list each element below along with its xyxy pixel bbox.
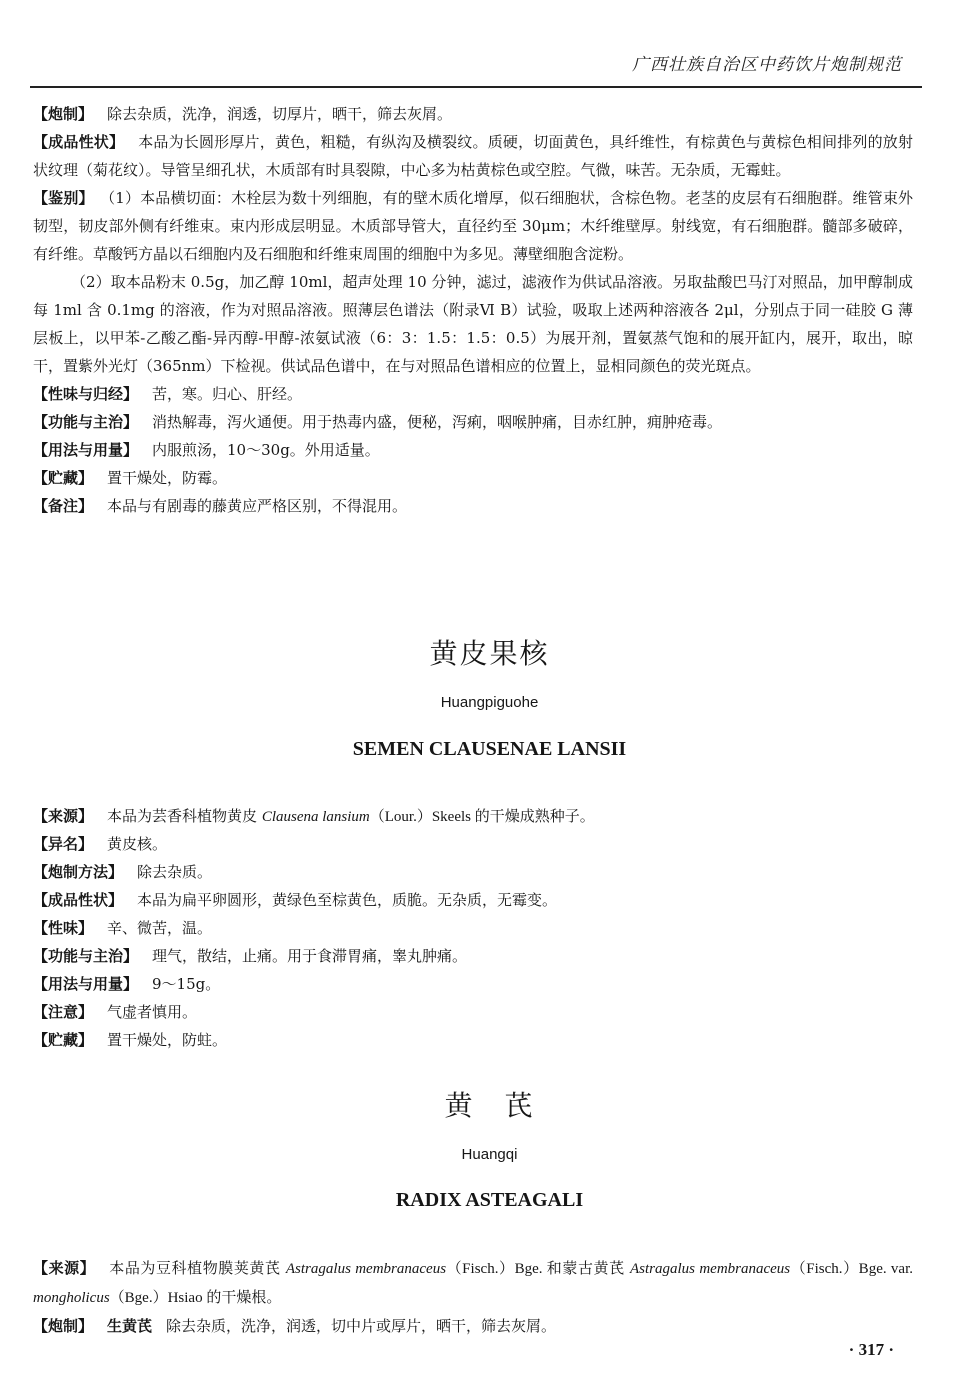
prev-paozhi — [33, 100, 913, 128]
section-text: 本品为豆科植物膜荚黄芪 — [109, 1259, 281, 1277]
entry-hpgh-section — [33, 802, 913, 1054]
variety-name: mongholicus — [33, 1290, 110, 1306]
hpgh-paozhi — [33, 858, 913, 886]
prev-zhucang — [33, 464, 913, 492]
section-label: 【贮藏】 — [33, 1031, 94, 1049]
section-text: 本品与有剧毒的藤黄应严格区别，不得混用。 — [107, 497, 408, 515]
section-label: 【性味与归经】 — [33, 385, 139, 403]
prev-gongneng — [33, 408, 913, 436]
section-text: 除去杂质，洗净，润透，切中片或厚片，晒干，筛去灰屑。 — [166, 1317, 557, 1335]
section-label: 【来源】 — [33, 807, 94, 825]
page-number: · 317 · — [848, 1340, 894, 1359]
section-text: 置干燥处，防霉。 — [107, 469, 228, 487]
hpgh-xingwei — [33, 914, 913, 942]
section-label: 【性味】 — [33, 919, 94, 937]
species-name: Astragalus membranaceus — [630, 1261, 791, 1277]
hpgh-zhuyi — [33, 998, 913, 1026]
section-text: 置干燥处，防蛀。 — [107, 1031, 228, 1049]
section-label: 【成品性状】 — [33, 133, 125, 151]
entry-title-hq: 黄 芪 — [444, 1089, 535, 1122]
section-label: 【来源】 — [33, 1259, 96, 1277]
section-text: 除去杂质，洗净，润透，切厚片，晒干，筛去灰屑。 — [107, 105, 453, 123]
entry-pinyin-hpgh: Huangpiguohe — [440, 694, 539, 711]
hpgh-yiming — [33, 830, 913, 858]
entry-title-hpgh: 黄皮果核 — [429, 637, 550, 670]
species-name: Astragalus membranaceus — [285, 1261, 447, 1277]
section-text: 辛、微苦，温。 — [107, 919, 213, 937]
hq-paozhi — [33, 1312, 913, 1340]
section-label: 【成品性状】 — [33, 891, 124, 909]
section-text: 除去杂质。 — [137, 863, 213, 881]
hpgh-laiyuan — [33, 802, 913, 830]
prev-xingwei — [33, 380, 913, 408]
book-title: 广西壮族自治区中药饮片炮制规范 — [632, 55, 902, 75]
section-text: （Bge.）Hsiao 的干燥根。 — [109, 1290, 282, 1306]
section-text: 本品为芸香科植物黄皮 — [107, 807, 258, 825]
entry-hq-section — [33, 1254, 913, 1340]
section-text: 气虚者慎用。 — [107, 1003, 198, 1021]
prev-jianbie-2 — [33, 268, 913, 380]
section-text: 本品为扁平卵圆形，黄绿色至棕黄色，质脆。无杂质，无霉变。 — [137, 891, 558, 909]
hpgh-yongfa — [33, 970, 913, 998]
section-label: 【鉴别】 — [33, 189, 94, 207]
section-label: 【用法与用量】 — [33, 441, 139, 459]
section-text: （1）本品横切面：木栓层为数十列细胞，有的壁木质化增厚，似石细胞状，含棕色物。老茎的皮层有石细胞群。维管束外韧型，韧皮部外侧有纤维束。束内形成层明显。木质部导管大，直径约至 30μm；木纤维壁厚。射线宽，有石细胞群。髓部多破碎，有纤维。草酸钙方晶以石细胞内及石细胞和纤维束周围的细胞中为多见。薄壁细胞含淀粉。 — [33, 189, 913, 263]
section-text: 苦，寒。归心、肝经。 — [152, 385, 303, 403]
section-label: 【用法与用量】 — [33, 975, 139, 993]
entry-latin-hq: RADIX ASTEAGALI — [395, 1189, 584, 1211]
section-text: 黄皮核。 — [107, 835, 168, 853]
prev-beizhu — [33, 492, 913, 520]
section-label: 【功能与主治】 — [33, 413, 139, 431]
entry-prev-section — [33, 100, 913, 520]
hpgh-gongneng — [33, 942, 913, 970]
hpgh-zhucang — [33, 1026, 913, 1054]
section-text: （Fisch.）Bge. 和蒙古黄芪 — [446, 1261, 625, 1277]
section-text: （2）取本品粉末 0.5g，加乙醇 10ml，超声处理 10 分钟，滤过，滤液作为供试品溶液。另取盐酸巴马汀对照品，加甲醇制成每 1ml 含 0.1mg 的溶液，作为对照品溶液。照薄层色谱法（附录Ⅵ B）试验，吸取上述两种溶液各 2μl，分别点于同一硅胶 G 薄层板上，以甲苯-乙酸乙酯-异丙醇-甲醇-浓氨试液（6：3：1.5：1.5：0.5）为展开剂，置氨蒸气饱和的展开缸内，展开，取出，晾干，置紫外光灯（365nm）下检视。供试品色谱中，在与对照品色谱相应的位置上，显相同颜色的荧光斑点。 — [33, 273, 913, 375]
entry-pinyin-hq: Huangqi — [461, 1146, 518, 1163]
section-text: （Fisch.）Bge. var. — [790, 1261, 913, 1277]
section-text: 9～15g。 — [152, 975, 221, 993]
section-text: 内服煎汤，10～30g。外用适量。 — [152, 441, 380, 459]
hq-laiyuan — [33, 1254, 913, 1312]
sub-label: 生黄芪 — [107, 1317, 153, 1335]
running-header — [30, 20, 922, 88]
section-label: 【贮藏】 — [33, 469, 94, 487]
entry-latin-hpgh: SEMEN CLAUSENAE LANSII — [352, 738, 627, 760]
section-label: 【炮制】 — [33, 105, 94, 123]
prev-yongfa — [33, 436, 913, 464]
section-label: 【备注】 — [33, 497, 94, 515]
species-name: Clausena lansium — [261, 809, 370, 825]
prev-jianbie — [33, 184, 913, 268]
section-text: 理气，散结，止痛。用于食滞胃痛，睾丸肿痛。 — [152, 947, 468, 965]
section-text: 消热解毒，泻火通便。用于热毒内盛，便秘，泻痢，咽喉肿痛，目赤红肿，痈肿疮毒。 — [152, 413, 723, 431]
section-label: 【注意】 — [33, 1003, 94, 1021]
section-label: 【炮制方法】 — [33, 863, 124, 881]
section-label: 【功能与主治】 — [33, 947, 139, 965]
section-label: 【炮制】 — [33, 1317, 94, 1335]
section-text: 本品为长圆形厚片，黄色，粗糙，有纵沟及横裂纹。质硬，切面黄色，具纤维性，有棕黄色与黄棕色相间排列的放射状纹理（菊花纹）。导管呈细孔状，木质部有时具裂隙，中心多为枯黄棕色或空腔。气微，味苦。无杂质，无霉蛀。 — [33, 133, 913, 179]
prev-xingzhuang — [33, 128, 913, 184]
section-label: 【异名】 — [33, 835, 94, 853]
section-text: （Lour.）Skeels 的干燥成熟种子。 — [369, 809, 595, 825]
hpgh-xingzhuang — [33, 886, 913, 914]
